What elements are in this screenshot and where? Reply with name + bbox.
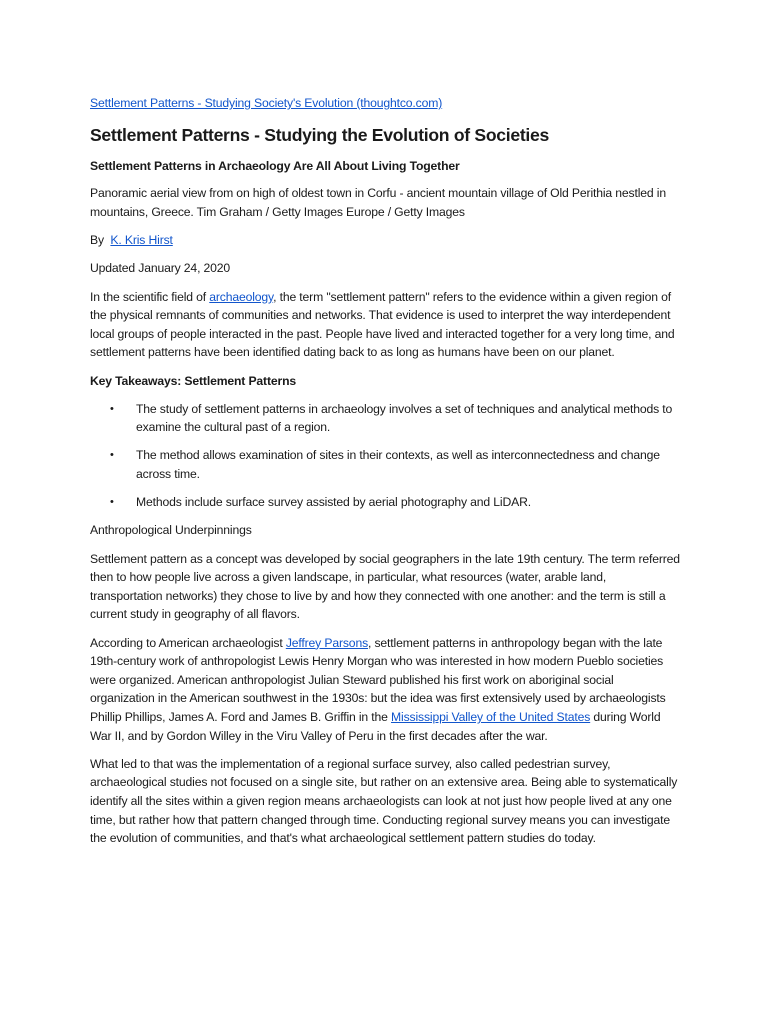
intro-text-after: , the term "settlement pattern" refers to the evidence within a given region of the physical remnants of communities and networks. That evidence is used to interpret the way interdependent local groups of people interacted in the past. People have lived and interacted together for a very long time, and settlement patterns have been identified dating back to as long as humans have been on our planet. xyxy=(90,289,675,360)
list-item-text: Methods include surface survey assisted by aerial photography and LiDAR. xyxy=(136,495,531,510)
mississippi-valley-link[interactable]: Mississippi Valley of the United States xyxy=(391,709,591,724)
parsons-text-before: According to American archaeologist xyxy=(90,635,286,650)
parsons-text-middle: , settlement patterns in anthropology began with the late 19th-century work of anthropologist Lewis Henry Morgan who was interested in how modern Pueblo societies were organized. American anthropologist Julian Steward published his first work on aboriginal social organization in the American southwest in the 1930s: but the idea was first extensively used by archaeologists Phillip Phillips, James A. Ford and James B. Griffin in the xyxy=(90,635,666,724)
source-link[interactable]: Settlement Patterns - Studying Society's Evolution (thoughtco.com) xyxy=(90,96,443,110)
jeffrey-parsons-link[interactable]: Jeffrey Parsons xyxy=(285,635,369,650)
list-item-text: The study of settlement patterns in archaeology involves a set of techniques and analytical methods to examine the cultural past of a region. xyxy=(136,401,673,435)
bullet-icon: • xyxy=(110,449,114,462)
byline-prefix: By xyxy=(90,233,111,248)
list-item-text: The method allows examination of sites in their contexts, as well as interconnectedness and change across time. xyxy=(136,448,660,482)
intro-paragraph xyxy=(90,288,680,362)
page-title: Settlement Patterns - Studying the Evolution of Societies xyxy=(90,124,549,145)
takeaways-list xyxy=(90,400,680,512)
list-item xyxy=(110,446,680,483)
concept-paragraph: Settlement pattern as a concept was developed by social geographers in the late 19th century. The term referred then to how people live across a given landscape, in particular, what resources (water, arable land, transportation networks) they chose to live by and how they connected with one another: and the term is still a current study in geography of all flavors. xyxy=(90,551,680,622)
page-subtitle: Settlement Patterns in Archaeology Are All About Living Together xyxy=(90,158,460,173)
bullet-icon: • xyxy=(110,402,114,415)
survey-paragraph: What led to that was the implementation of a regional surface survey, also called pedestrian survey, archaeological studies not focused on a single site, but rather on an extensive area. Being able to systematically identify all the sites within a given region means archaeologists can look at not just how people lived at any one time, but rather how that pattern changed through time. Conducting regional survey means you can investigate the evolution of communities, and that's what archaeological settlement pattern studies do today. xyxy=(90,756,678,846)
list-item xyxy=(110,493,680,512)
bullet-icon: • xyxy=(110,496,114,509)
takeaways-heading: Key Takeaways: Settlement Patterns xyxy=(90,373,297,388)
intro-text-before: In the scientific field of xyxy=(90,289,210,304)
list-item xyxy=(110,400,680,437)
parsons-text-after: during World War II, and by Gordon Willey in the Viru Valley of Peru in the first decades after the war. xyxy=(90,709,661,743)
document-page xyxy=(90,94,680,857)
byline xyxy=(90,231,680,250)
source-paragraph xyxy=(90,94,680,113)
author-link[interactable]: K. Kris Hirst xyxy=(110,233,173,248)
archaeology-link[interactable]: archaeology xyxy=(209,289,274,304)
section-heading: Anthropological Underpinnings xyxy=(90,523,252,538)
parsons-paragraph xyxy=(90,634,680,746)
image-caption: Panoramic aerial view from on high of oldest town in Corfu - ancient mountain village of Old Perithia nestled in mountains, Greece. Tim Graham / Getty Images Europe / Getty Images xyxy=(90,186,666,219)
updated-date: Updated January 24, 2020 xyxy=(90,261,231,276)
